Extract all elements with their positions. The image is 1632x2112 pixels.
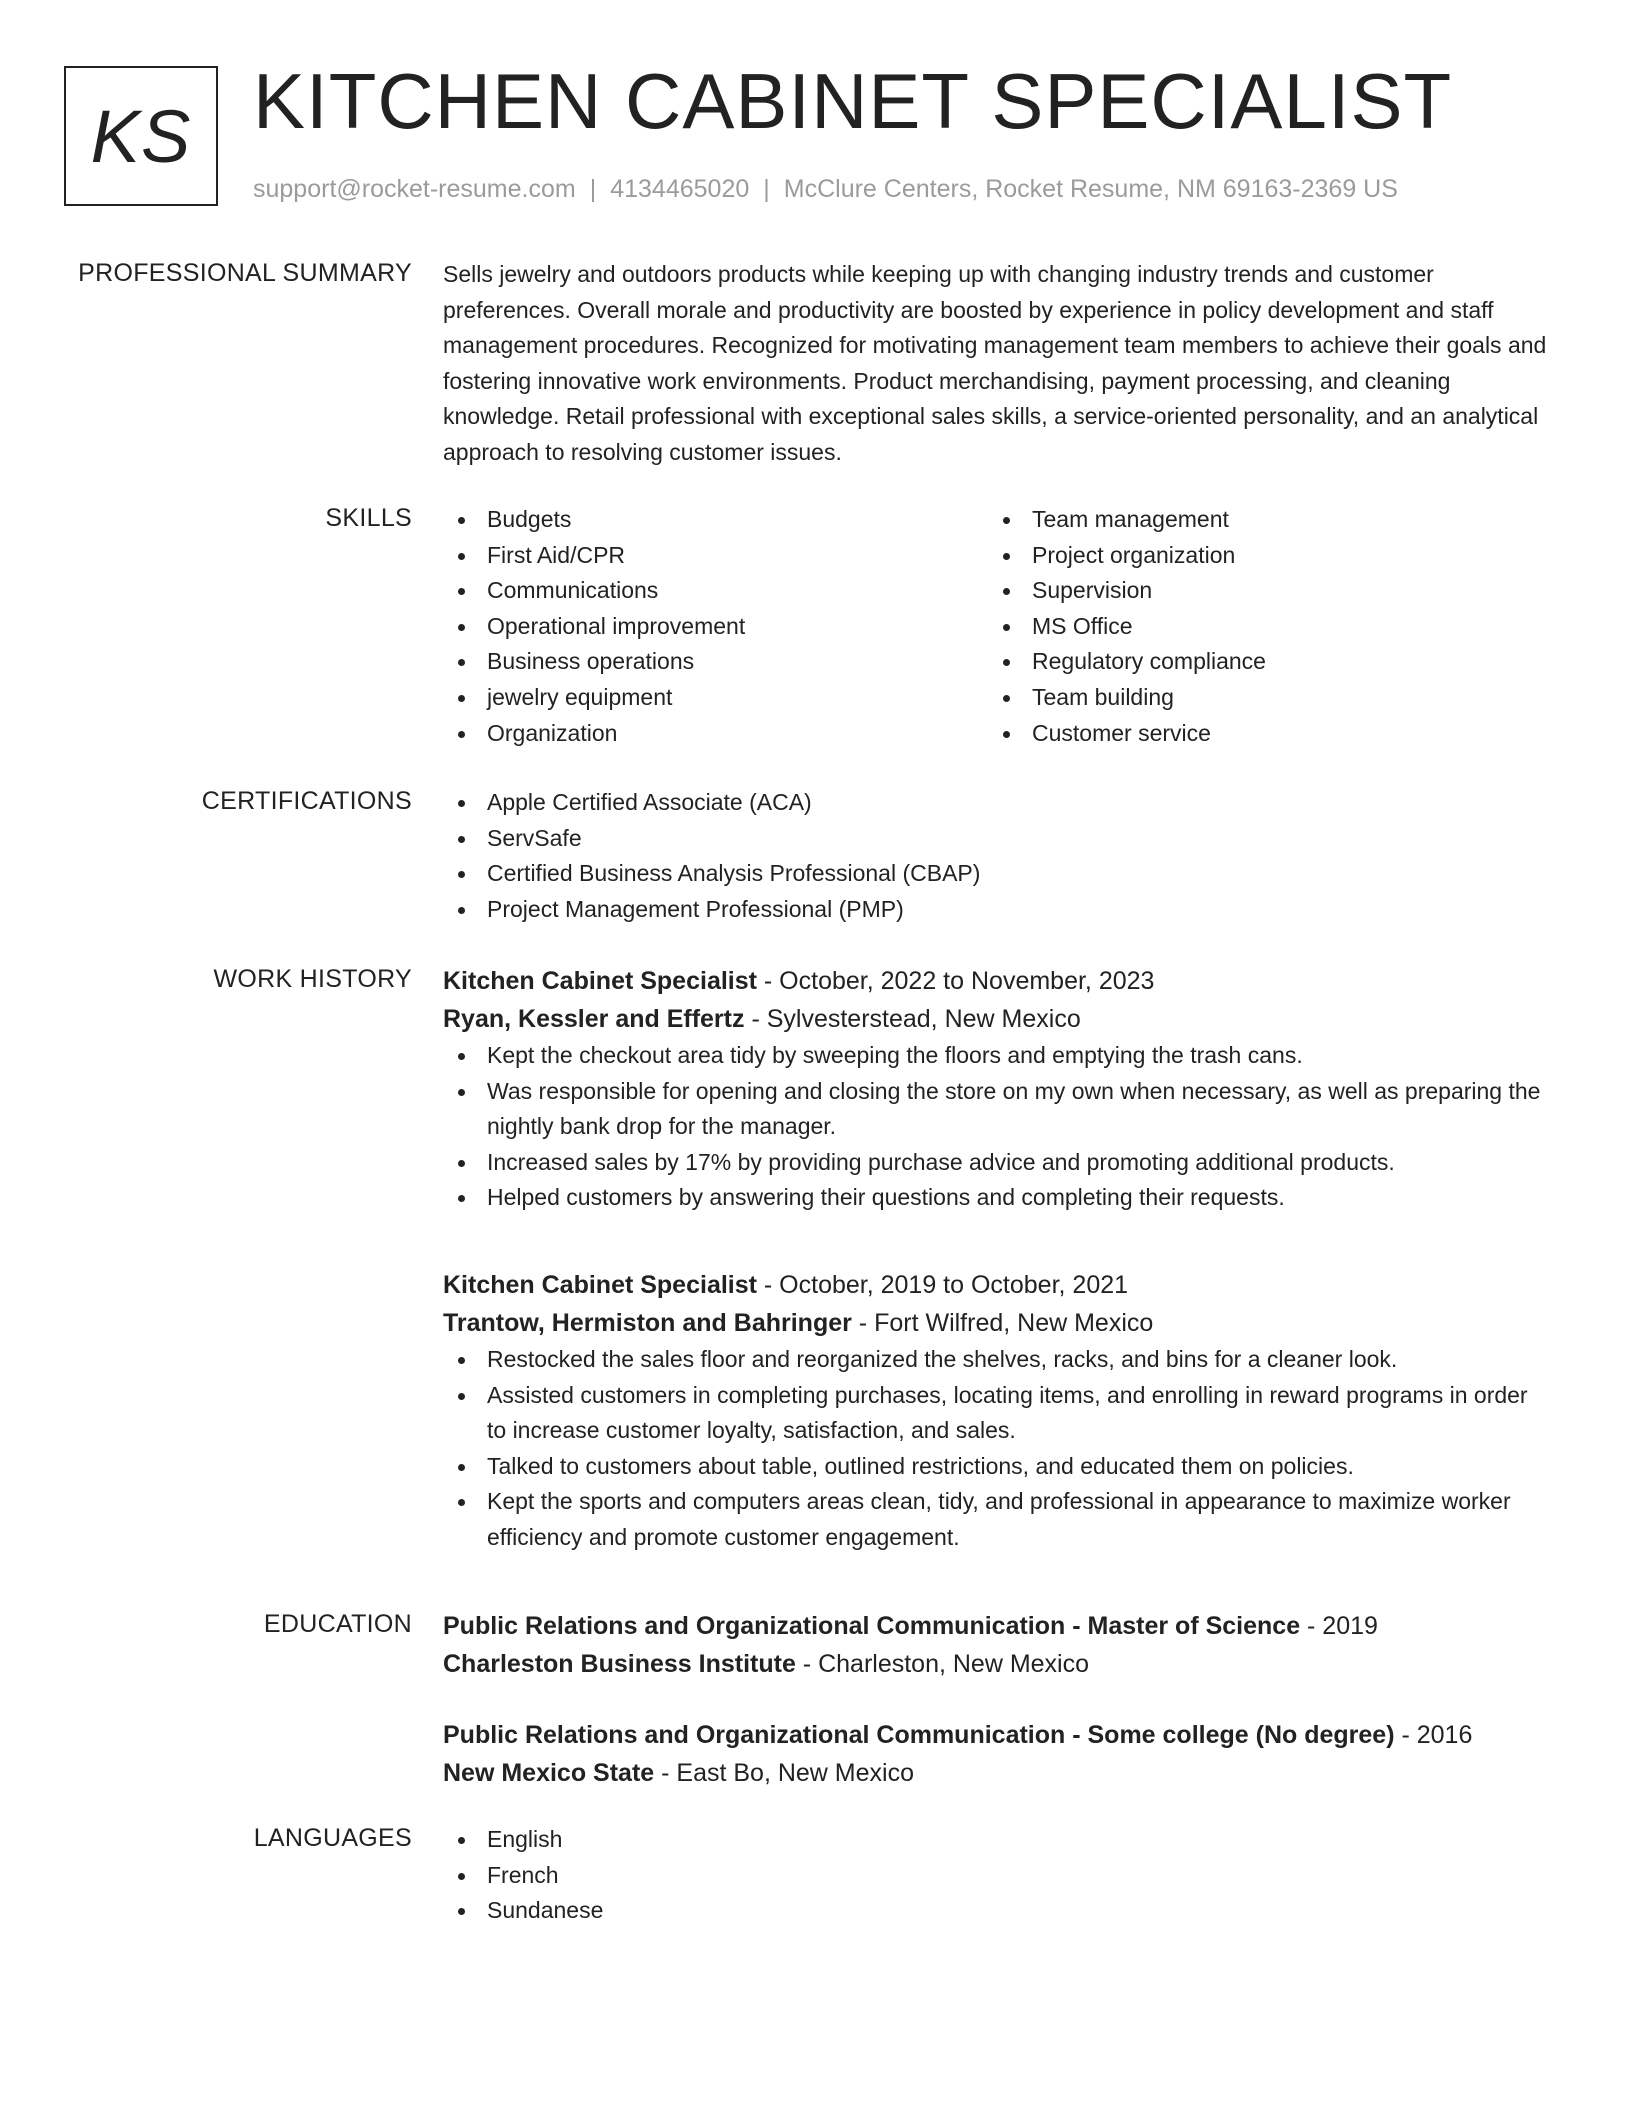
education-school: Charleston Business Institute <box>443 1650 796 1678</box>
certification-item: Project Management Professional (PMP) <box>443 892 1553 928</box>
language-item: English <box>443 1822 1553 1858</box>
skill-item: Organization <box>443 716 988 752</box>
education-degree-line <box>443 1716 1553 1754</box>
section-heading-certifications: CERTIFICATIONS <box>201 787 412 815</box>
education-degree: Public Relations and Organizational Communication - Some college (No degree) <box>443 1721 1395 1749</box>
certification-item: Apple Certified Associate (ACA) <box>443 785 1553 821</box>
job-duty-item: Kept the checkout area tidy by sweeping the floors and emptying the trash cans. <box>443 1038 1553 1074</box>
skill-item: Project organization <box>988 538 1533 574</box>
job-dates: - October, 2019 to October, 2021 <box>756 1271 1129 1299</box>
language-item: French <box>443 1858 1553 1894</box>
job-duty-item: Helped customers by answering their questions and completing their requests. <box>443 1180 1553 1216</box>
education-school-line <box>443 1754 1553 1792</box>
job-company: Ryan, Kessler and Effertz <box>443 1005 745 1033</box>
contact-address: McClure Centers, Rocket Resume, NM 69163-2369 US <box>783 175 1398 203</box>
job-title: Kitchen Cabinet Specialist <box>443 1271 757 1299</box>
languages-body <box>443 1822 1553 1929</box>
education-location: - Charleston, New Mexico <box>795 1650 1090 1678</box>
skill-item: Team building <box>988 680 1533 716</box>
skill-item: First Aid/CPR <box>443 538 988 574</box>
section-heading-skills: SKILLS <box>325 504 412 532</box>
skills-list-right <box>988 502 1533 751</box>
language-item: Sundanese <box>443 1893 1553 1929</box>
contact-separator: | <box>589 175 597 203</box>
contact-separator: | <box>763 175 770 203</box>
job-duty-item: Increased sales by 17% by providing purchase advice and promoting additional products. <box>443 1145 1553 1181</box>
skill-item: Team management <box>988 502 1533 538</box>
summary-body <box>443 257 1553 471</box>
skills-list-left <box>443 502 988 751</box>
certifications-body <box>443 785 1553 927</box>
section-heading-languages: LANGUAGES <box>253 1824 412 1852</box>
job-dates: - October, 2022 to November, 2023 <box>756 967 1155 995</box>
job-title-line <box>443 1266 1553 1304</box>
contact-phone[interactable]: 4134465020 <box>610 175 750 203</box>
skill-item: Supervision <box>988 573 1533 609</box>
job-duties-list <box>443 1342 1553 1556</box>
skill-item: Customer service <box>988 716 1533 752</box>
education-school-line <box>443 1645 1553 1683</box>
job-duty-item: Was responsible for opening and closing the store on my own when necessary, as well as preparing the nightly bank drop for the manager. <box>443 1074 1553 1145</box>
education-entry <box>443 1716 1553 1792</box>
job-duty-item: Kept the sports and computers areas clean, tidy, and professional in appearance to maximize worker efficiency and promote customer engagement. <box>443 1484 1553 1555</box>
job-duty-item: Talked to customers about table, outlined restrictions, and educated them on policies. <box>443 1449 1553 1485</box>
education-school: New Mexico State <box>443 1759 655 1787</box>
job-title: Kitchen Cabinet Specialist <box>443 967 757 995</box>
resume-title: KITCHEN CABINET SPECIALIST <box>253 57 1453 145</box>
job-entry <box>443 1266 1553 1556</box>
skill-item: MS Office <box>988 609 1533 645</box>
education-year: - 2016 <box>1394 1721 1473 1749</box>
languages-list <box>443 1822 1553 1929</box>
monogram-initials: KS <box>90 94 192 178</box>
job-duties-list <box>443 1038 1553 1216</box>
education-degree-line <box>443 1607 1553 1645</box>
job-duty-item: Restocked the sales floor and reorganized the shelves, racks, and bins for a cleaner look. <box>443 1342 1553 1378</box>
education-location: - East Bo, New Mexico <box>654 1759 914 1787</box>
skill-item: Communications <box>443 573 988 609</box>
job-company-line <box>443 1304 1553 1342</box>
contact-line <box>253 174 1398 204</box>
skill-item: jewelry equipment <box>443 680 988 716</box>
summary-text: Sells jewelry and outdoors products while keeping up with changing industry trends and customer preferences. Overall morale and productivity are boosted by experience in policy development and staff management procedures. Recognized for motivating management team members to achieve their goals and fostering innovative work environments. Product merchandising, payment processing, and cleaning knowledge. Retail professional with exceptional sales skills, a service-oriented personality, and an analytical approach to resolving customer issues. <box>443 261 1547 465</box>
skill-item: Regulatory compliance <box>988 644 1533 680</box>
job-title-line <box>443 962 1553 1000</box>
education-degree: Public Relations and Organizational Communication - Master of Science <box>443 1612 1301 1640</box>
section-heading-work-history: WORK HISTORY <box>213 965 412 993</box>
education-entry <box>443 1607 1553 1683</box>
skill-item: Operational improvement <box>443 609 988 645</box>
section-heading-summary: PROFESSIONAL SUMMARY <box>78 259 412 287</box>
job-location: - Sylvesterstead, New Mexico <box>744 1005 1081 1033</box>
contact-email[interactable]: support@rocket-resume.com <box>253 175 576 203</box>
job-duty-item: Assisted customers in completing purchases, locating items, and enrolling in reward programs in order to increase customer loyalty, satisfaction, and sales. <box>443 1378 1553 1449</box>
certification-item: ServSafe <box>443 821 1553 857</box>
skills-grid <box>443 502 1553 751</box>
skill-item: Budgets <box>443 502 988 538</box>
certifications-list <box>443 785 1553 927</box>
job-location: - Fort Wilfred, New Mexico <box>851 1309 1154 1337</box>
job-entry <box>443 962 1553 1216</box>
skill-item: Business operations <box>443 644 988 680</box>
section-heading-education: EDUCATION <box>263 1610 412 1638</box>
job-company: Trantow, Hermiston and Bahringer <box>443 1309 852 1337</box>
certification-item: Certified Business Analysis Professional (CBAP) <box>443 856 1553 892</box>
job-company-line <box>443 1000 1553 1038</box>
monogram-logo <box>64 66 218 206</box>
skills-body <box>443 502 1553 751</box>
education-year: - 2019 <box>1300 1612 1378 1640</box>
